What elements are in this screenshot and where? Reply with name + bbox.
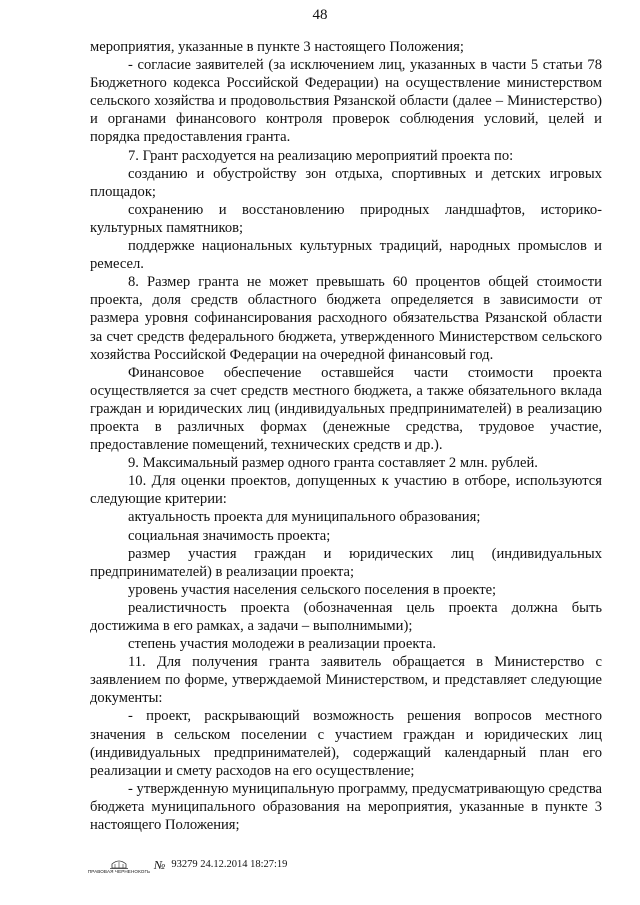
building-icon bbox=[109, 859, 129, 869]
paragraph: мероприятия, указанные в пункте 3 настоящего Положения; bbox=[90, 39, 464, 55]
paragraph: актуальность проекта для муниципального образования; bbox=[128, 509, 481, 526]
legal-system-logo bbox=[87, 856, 151, 874]
paragraph: - согласие заявителей (за исключением лиц, указанных в части 5 статьи 78 Бюджетного кодекса Российской Федерации) на осуществление министерством сельского хозяйства и продовольствия Рязанской области (далее – Министерство) и органами финансового контроля проверок соблюдения условий, целей и порядка предоставления гранта. bbox=[90, 57, 602, 146]
page-number: 48 bbox=[312, 7, 328, 23]
logo-caption: ПРАВОВАЯ ЧЕРНЕНОКОГЬ bbox=[87, 869, 151, 874]
paragraph: поддержке национальных культурных традиций, народных промыслов и ремесел. bbox=[90, 238, 602, 273]
document-footer bbox=[87, 855, 288, 875]
paragraph: социальная значимость проекта; bbox=[128, 527, 331, 544]
paragraph: созданию и обустройству зон отдыха, спортивных и детских игровых площадок; bbox=[90, 165, 602, 200]
paragraph: размер участия граждан и юридических лиц (индивидуальных предпринимателей) в реализации проекта; bbox=[90, 545, 602, 580]
paragraph: 11. Для получения гранта заявитель обращается в Министерство с заявлением по форме, утверждаемой Министерством, и представляет следующие документы: bbox=[90, 654, 602, 707]
paragraph: - утвержденную муниципальную программу, предусматривающую средства бюджета муниципального образования на мероприятия, указанные в пункте 3 настоящего Положения; bbox=[90, 780, 602, 834]
paragraph: 9. Максимальный размер одного гранта составляет 2 млн. рублей. bbox=[128, 455, 538, 472]
document-number-sign: № bbox=[154, 858, 166, 872]
paragraph: 7. Грант расходуется на реализацию мероприятий проекта по: bbox=[128, 147, 514, 164]
paragraph: - проект, раскрывающий возможность решения вопросов местного значения в сельском поселении с участием граждан и юридических лиц (индивидуальных предпринимателей), содержащий календарный план его реализации и смету расходов на его осуществление; bbox=[90, 708, 602, 779]
paragraph: Финансовое обеспечение оставшейся части стоимости проекта осуществляется за счет средств местного бюджета, а также обязательного вклада граждан и юридических лиц (индивидуальных предпринимателей) в реализацию проекта в различных формах (денежные средства, трудовое участие, предоставление помещений, технических средств и др.). bbox=[90, 364, 602, 454]
document-body bbox=[90, 38, 602, 834]
paragraph: степень участия молодежи в реализации проекта. bbox=[128, 636, 436, 653]
paragraph: реалистичность проекта (обозначенная цель проекта должна быть достижима в его рамках, а задачи – выполнимыми); bbox=[90, 599, 602, 634]
paragraph: 10. Для оценки проектов, допущенных к участию в отборе, используются следующие критерии: bbox=[90, 473, 602, 508]
paragraph: сохранению и восстановлению природных ландшафтов, историко-культурных памятников; bbox=[90, 201, 602, 236]
paragraph: уровень участия населения сельского поселения в проекте; bbox=[128, 581, 497, 598]
paragraph: 8. Размер гранта не может превышать 60 процентов общей стоимости проекта, доля средств областного бюджета определяется в зависимости от размера уровня софинансирования расходного обязательства Рязанской области за счет средств федерального бюджета, утвержденного Министерством сельского хозяйства Российской Федерации на очередной финансовый год. bbox=[90, 274, 602, 363]
document-registration-info: 93279 24.12.2014 18:27:19 bbox=[171, 859, 288, 870]
